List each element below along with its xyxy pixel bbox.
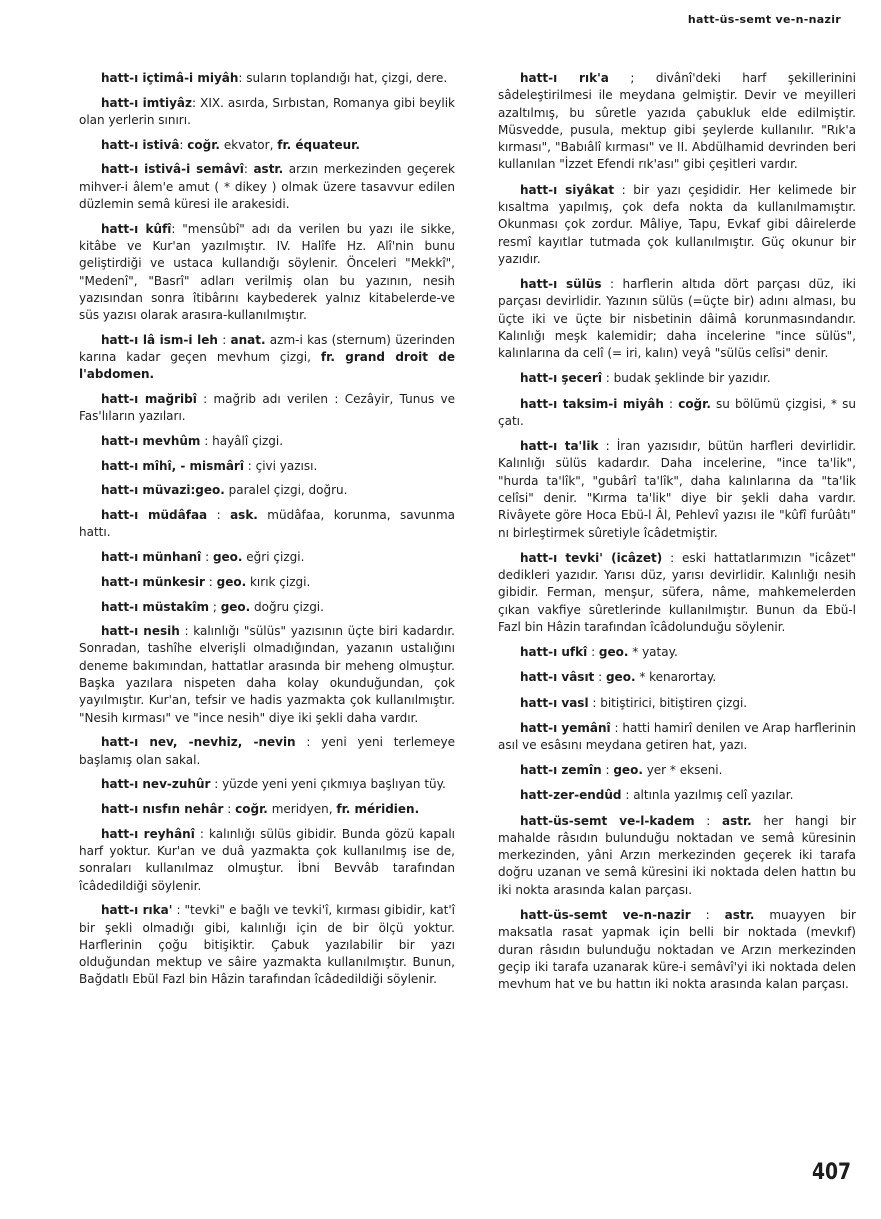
entry-headword: hatt-ı taksim-i miyâh bbox=[520, 396, 664, 411]
dictionary-entry bbox=[498, 907, 856, 993]
dictionary-entry bbox=[79, 482, 455, 499]
entry-headword: hatt-ı nesih bbox=[101, 624, 180, 639]
entry-headword: hatt-ı müvazi: bbox=[101, 483, 196, 498]
dictionary-entry bbox=[79, 574, 455, 591]
entry-headword: hatt-ı kûfî bbox=[101, 221, 172, 236]
dictionary-entry bbox=[79, 332, 455, 384]
entry-headword: hatt-ı vasl bbox=[520, 695, 589, 710]
entry-definition: altınla yazılmış celî yazılar. bbox=[633, 788, 794, 803]
entry-headword: hatt-ı lâ ism-i leh bbox=[101, 332, 218, 347]
entry-definition: yer * ekseni. bbox=[642, 763, 723, 778]
entry-headword: hatt-ı imtiyâz bbox=[101, 95, 192, 110]
entry-separator: : bbox=[601, 277, 623, 292]
entry-separator: : bbox=[614, 182, 634, 197]
field-abbreviation: astr. bbox=[724, 907, 755, 922]
entry-separator: : bbox=[663, 396, 679, 411]
entry-separator: : bbox=[295, 735, 322, 750]
entry-headword: hatt-ı mevhûm bbox=[101, 434, 201, 449]
entry-headword: hatt-ı rık'a bbox=[520, 71, 609, 85]
dictionary-entry bbox=[79, 623, 455, 727]
dictionary-entry bbox=[498, 813, 856, 899]
dictionary-entry bbox=[79, 507, 455, 542]
entry-headword: hatt-ı ta'lik bbox=[520, 439, 599, 454]
field-abbreviation: coğr. bbox=[187, 137, 220, 152]
field-abbreviation: geo. bbox=[212, 550, 243, 565]
field-abbreviation: coğr. bbox=[235, 802, 268, 817]
dictionary-entry bbox=[498, 70, 856, 174]
entry-definition: su bölümü çizgisi, * su çatı. bbox=[498, 396, 857, 428]
entry-separator: : bbox=[588, 695, 601, 710]
dictionary-entry bbox=[498, 396, 856, 431]
entry-separator: : bbox=[662, 550, 683, 565]
entry-definition: İran yazısıdır, bütün harfleri devirlidir. Kalınlığı sülüs kadardır. Daha incelerine, "ince ta'lik", "hurda ta'lîk", "gubârî ta'lîk", daha kalınlarına da "ta'lik celîsi" denir. "Kırma ta'lik" diye bir şekli daha vardır. Rivâyete göre Hoca Ebü-l Âl, Pehlevî yazısı ile "kûfî furûâtı" nı birleştirmek sûretiyle îcâdetmiştir. bbox=[498, 439, 857, 540]
entry-definition: XIX. asırda, Sırbıstan, Romanya gibi beylik olan yerlerin sınırı. bbox=[79, 95, 456, 127]
field-abbreviation: anat. bbox=[230, 332, 266, 347]
entry-separator: : bbox=[207, 508, 231, 523]
entry-separator: ; bbox=[608, 71, 656, 85]
field-abbreviation: geo. bbox=[598, 645, 629, 660]
entry-definition: meridyen, bbox=[267, 802, 337, 817]
entry-definition: kalınlığı sülüs gibidir. Bunda gözü kapalı harf yoktur. Kur'an ve duâ yazmakta çok kullanılmış ise de, sonraları kullanılmaz olmuştur. İbni Bevvâb tarafından îcâdedildiği söylenir. bbox=[79, 826, 455, 893]
dictionary-entry bbox=[498, 644, 856, 661]
entry-separator: : bbox=[223, 802, 236, 817]
right-column bbox=[498, 70, 856, 1001]
dictionary-entry bbox=[79, 458, 455, 475]
dictionary-entry bbox=[498, 762, 856, 779]
entry-headword: hatt-ı tevki' (icâzet) bbox=[520, 550, 663, 565]
entry-definition: ekvator, bbox=[220, 137, 278, 152]
field-abbreviation: astr. bbox=[253, 162, 284, 177]
entry-separator: : bbox=[179, 137, 188, 152]
dictionary-entry bbox=[498, 669, 856, 686]
entry-separator: : bbox=[601, 371, 614, 386]
entry-separator: : bbox=[171, 221, 183, 236]
dictionary-entry bbox=[79, 801, 455, 818]
field-abbreviation: coğr. bbox=[678, 396, 711, 411]
entry-separator: : bbox=[243, 162, 254, 177]
field-abbreviation: geo. bbox=[605, 670, 636, 685]
entry-headword: hatt-ı siyâkat bbox=[520, 182, 615, 197]
entry-definition: eğri çizgi. bbox=[242, 550, 305, 565]
entry-separator: : bbox=[238, 71, 247, 85]
entry-headword: hatt-ı nısfın nehâr bbox=[101, 802, 224, 817]
dictionary-entry bbox=[79, 70, 455, 87]
entry-separator: : bbox=[610, 720, 623, 735]
entry-definition: yeni yeni terlemeye başlamış olan sakal. bbox=[79, 735, 455, 767]
field-abbreviation: geo. bbox=[220, 599, 251, 614]
field-abbreviation: geo. bbox=[613, 763, 643, 778]
entry-definition: * yatay. bbox=[628, 645, 678, 660]
entry-definition: budak şeklinde bir yazıdır. bbox=[613, 371, 771, 386]
entry-headword: hatt-ı münkesir bbox=[101, 574, 205, 589]
entry-definition: * kenarortay. bbox=[635, 670, 717, 685]
entry-separator: : bbox=[601, 763, 614, 778]
dictionary-entry bbox=[79, 391, 455, 426]
entry-headword: hatt-ı nev-zuhûr bbox=[101, 777, 211, 792]
entry-headword: hatt-ı yemânî bbox=[520, 720, 611, 735]
entry-headword: hatt-ı rıka' bbox=[101, 903, 173, 918]
dictionary-entry bbox=[79, 549, 455, 566]
entry-definition: yüzde yeni yeni çıkmıya başlıyan tüy. bbox=[222, 777, 446, 792]
entry-definition: mağrib adı verilen : Cezâyir, Tunus ve Fas'lıların yazıları. bbox=[79, 392, 455, 424]
entry-separator: : bbox=[210, 777, 223, 792]
dictionary-entry bbox=[498, 438, 856, 542]
entry-headword: hatt-ı reyhânî bbox=[101, 826, 195, 841]
entry-definition: hayâlî çizgi. bbox=[212, 434, 284, 449]
entry-separator: : bbox=[694, 813, 722, 828]
entry-definition: divânî'deki harf şekillerinini sâdeleştirilmesi ile meydana gelmiştir. Devir ve meyilleri azaltılmış, bu sûretle yazıda çabukluk elde edilmiştir. Müsvedde, pusula, mektup gibi şeylerde kullanılır. "Rık'a kırması", "Babıâlî kırması" ve II. Abdülhamid devrinden beri kullanılan "İzzet Efendi rık'ası" gibi çeşitleri vardır. bbox=[498, 71, 856, 172]
french-equivalent: fr. méridien. bbox=[336, 802, 420, 817]
entry-headword: hatt-ı müdâfaa bbox=[101, 508, 208, 523]
entry-definition: eski hattatlarımızın "icâzet" dedikleri yazıdır. Yarısı düz, yarısı devirlidir. Kalınlığı nesih gibidir. Ferman, menşur, süfera, nâme, mahkemelerden çıkan vakfiye sûretlerinde kullanılmıştır. Bunun da Ebü-l Fazl bin Hâzin tarafından îcâdolunduğu söylenir. bbox=[498, 550, 856, 634]
entry-separator: : bbox=[598, 439, 617, 454]
entry-headword: hatt-ı istivâ-i semâvî bbox=[101, 162, 244, 177]
french-equivalent: fr. équateur. bbox=[277, 137, 360, 152]
entry-headword: hatt-ı zemîn bbox=[520, 763, 602, 778]
dictionary-entry bbox=[498, 370, 856, 387]
dictionary-entry bbox=[498, 695, 856, 712]
dictionary-entry bbox=[79, 599, 455, 616]
dictionary-entry bbox=[79, 137, 455, 154]
entry-headword: hatt-ı müstakîm bbox=[101, 599, 210, 614]
entry-headword: hatt-ı sülüs bbox=[520, 277, 602, 292]
entry-definition: doğru çizgi. bbox=[250, 599, 324, 614]
entry-separator: : bbox=[194, 826, 210, 841]
entry-headword: hatt-ı istivâ bbox=[101, 137, 180, 152]
running-header: hatt-üs-semt ve-n-nazir bbox=[687, 13, 841, 26]
dictionary-entry bbox=[498, 550, 856, 636]
field-abbreviation: geo. bbox=[195, 483, 225, 498]
entry-headword: hatt-ı vâsıt bbox=[520, 670, 595, 685]
entry-separator: : bbox=[217, 332, 231, 347]
dictionary-entry bbox=[79, 161, 455, 213]
entry-definition: "mensûbî" adı da verilen bu yazı ile sikke, kitâbe ve Kur'an yazılmıştır. IV. Halîfe Hz. Alî'nin bunu geliştirdiği ve ustaca kullandığı söylenir. Önceleri "Mekkî", "Medenî", "Basrî" adları verilmiş olan bu yazının, nesih yazısından sonra îtibârını kaybederek yalnız kitabelerde-ve süs yazısı olarak arasıra-kullanılmıştır. bbox=[79, 221, 455, 323]
dictionary-entry bbox=[79, 433, 455, 450]
dictionary-entry bbox=[79, 221, 455, 325]
entry-separator: : bbox=[200, 434, 213, 449]
entry-separator: : bbox=[192, 95, 201, 110]
entry-definition: "tevki" e bağlı ve tevki'î, kırması gibidir, kat'î bir şekli olmadığı gibi, kalınlığı için de bir ölçü yoktur. Harflerinin çoğu bitişiktir. Çabuk yazılabilir bir yazı olduğundan mektup ve sâire yazmakta kullanılmıştır. Bunun, Bağdatlı Ebül Fazl bin Hâzin tarafından îcâdedildiği söylenir. bbox=[79, 903, 456, 987]
entry-definition: hatti hamirî denilen ve Arap harflerinin asıl ve esâsını meydana getiren hat, yazı. bbox=[498, 720, 857, 752]
dictionary-entry bbox=[79, 95, 455, 130]
entry-definition: çivi yazısı. bbox=[255, 458, 318, 473]
entry-separator: : bbox=[196, 392, 214, 407]
dictionary-entry bbox=[79, 776, 455, 793]
entry-definition: bir yazı çeşididir. Her kelimede bir kısaltma yapılmış, çok defa nokta da kullanılmamıştır. Okunması çok zordur. Mâliye, Tapu, Evkaf gibi dâirelerde resmî kayıtlar tutmada çok kullanılmıştır. Güç okunur bir yazıdır. bbox=[498, 182, 857, 266]
entry-separator: : bbox=[594, 670, 606, 685]
dictionary-entry bbox=[498, 276, 856, 362]
entry-definition: kırık çizgi. bbox=[246, 574, 311, 589]
entry-headword: hatt-üs-semt ve-n-nazir bbox=[520, 907, 691, 922]
entry-separator: : bbox=[204, 574, 217, 589]
entry-separator: : bbox=[587, 645, 599, 660]
dictionary-entry bbox=[498, 182, 856, 268]
entry-definition: bitiştirici, bitiştiren çizgi. bbox=[600, 695, 748, 710]
entry-headword: hatt-ı şecerî bbox=[520, 371, 602, 386]
entry-definition: harflerin altıda dört parçası düz, iki parçası devirlidir. Yazının sülüs (=üçte bir) adını alması, bu üçte iki ve üçte bir nisbetinin dâimâ korunmasındandır. Kalınlığı meşk kalemidir; daha incelerine "ince sülüs", kalınlarına da celî (= iri, kalın) veyâ "sülüs celîsi" denir. bbox=[498, 277, 856, 361]
entry-separator: : bbox=[243, 458, 256, 473]
entry-headword: hatt-ı ufkî bbox=[520, 645, 588, 660]
entry-separator: : bbox=[201, 550, 213, 565]
dictionary-entry bbox=[79, 734, 455, 769]
entry-definition: arzın merkezinden geçerek mihver-i âlem'e amut ( * dikey ) olmak üzere tasavvur edilen düzlemin semâ küresi ile arakesidi. bbox=[79, 162, 455, 211]
entry-separator: ; bbox=[209, 599, 221, 614]
field-abbreviation: ask. bbox=[230, 508, 258, 523]
entry-headword: hatt-ı mîhî, - mismârî bbox=[101, 458, 244, 473]
entry-headword: hatt-ı nev, -nevhiz, -nevin bbox=[101, 735, 296, 750]
entry-separator: : bbox=[690, 907, 725, 922]
entry-definition: muayyen bir maksatla rasat yapmak için belli bir noktada (mevkıf) duran râsıdın bulunduğu noktadan ve Arzın merkezinden geçip iki tarafa uzanarak küre-i semâvî'yi iki noktada delen mevhum hat ve bu hattın iki nokta arasında kalan parçası. bbox=[498, 907, 856, 992]
entry-headword: hatt-zer-endûd bbox=[520, 788, 622, 803]
entry-definition: müdâfaa, korunma, savunma hattı. bbox=[79, 508, 456, 540]
entry-headword: hatt-ı münhanî bbox=[101, 550, 202, 565]
dictionary-entry bbox=[498, 720, 856, 755]
dictionary-entry bbox=[79, 826, 455, 895]
entry-separator: : bbox=[179, 624, 194, 639]
dictionary-entry bbox=[79, 902, 455, 988]
entry-definition: suların toplandığı hat, çizgi, dere. bbox=[246, 71, 448, 85]
field-abbreviation: geo. bbox=[216, 574, 247, 589]
entry-definition: her hangi bir mahalde râsıdın bulunduğu noktadan ve semâ küresinin merkezinden, yâni Arzın merkezinden geçerek iki tarafa doğru uzanan ve semâ küresini iki noktada delen hattın bu iki nokta arasında kalan parçası. bbox=[498, 813, 857, 897]
page-number: 407 bbox=[812, 1160, 852, 1185]
french-equivalent: fr. grand droit de l'abdomen. bbox=[79, 350, 456, 382]
entry-separator: : bbox=[172, 903, 185, 918]
left-column bbox=[79, 70, 455, 996]
entry-separator: : bbox=[621, 788, 634, 803]
entry-definition: paralel çizgi, doğru. bbox=[224, 483, 348, 498]
entry-headword: hatt-üs-semt ve-l-kadem bbox=[520, 813, 695, 828]
dictionary-entry bbox=[498, 787, 856, 804]
entry-definition: kalınlığı "sülüs" yazısının üçte biri kadardır. Sonradan, tashîhe elverişli olmadığından, yazanın ustalığını deneme bakımından, hattatlar arasında bir meheng olmuştur. Başka yazılara nispeten daha kolay okunduğundan, çok yayılmıştır. Kur'an, tefsir ve hadis yazmakta çok kullanılmıştır. "Nesih kırması" ve "ince nesih" diye iki şekli daha vardır. bbox=[79, 624, 455, 725]
field-abbreviation: astr. bbox=[721, 813, 752, 828]
entry-headword: hatt-ı mağribî bbox=[101, 392, 197, 407]
entry-definition: azm-i kas (sternum) üzerinden karına kadar geçen mevhum çizgi, bbox=[79, 332, 456, 365]
entry-headword: hatt-ı içtimâ-i miyâh bbox=[101, 71, 239, 85]
